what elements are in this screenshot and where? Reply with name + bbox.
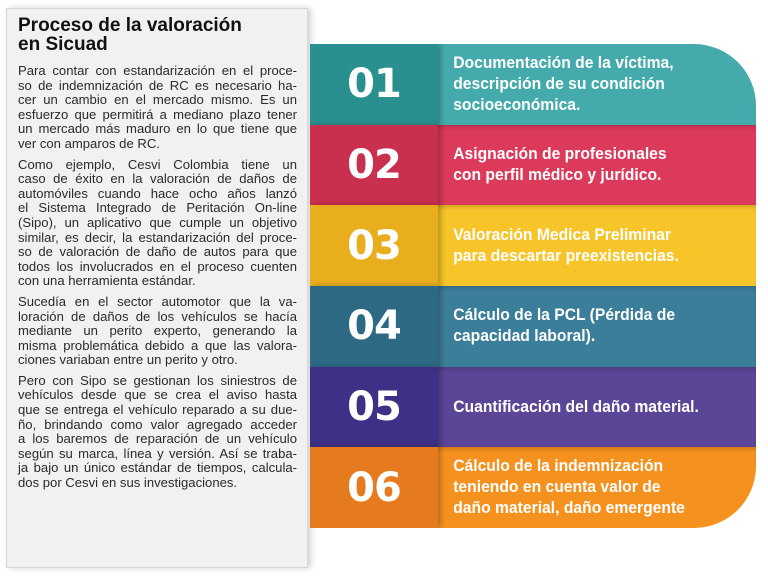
title-line: Proceso de la valoración bbox=[18, 15, 242, 36]
step-number: 02 bbox=[310, 125, 438, 206]
step-text-line: Cuantificación del daño material. bbox=[453, 397, 699, 416]
paragraph-line: dos por Cesvi en sus investigaciones. bbox=[18, 475, 238, 491]
paragraph-line: Como ejemplo, Cesvi Colombia tiene un bbox=[18, 156, 297, 172]
step-description bbox=[438, 205, 740, 286]
step-text-line: para descartar preexistencias. bbox=[453, 246, 679, 265]
step-text-line: Documentación de la víctima, bbox=[453, 53, 674, 72]
step-description bbox=[438, 44, 740, 125]
step-number: 03 bbox=[310, 205, 438, 286]
paragraph-line: a los baremos de reparación de un vehículo bbox=[18, 431, 297, 447]
article-paragraph bbox=[18, 295, 297, 368]
paragraph-line: Pero con Sipo se gestionan los siniestros de bbox=[18, 372, 297, 388]
step-description bbox=[438, 447, 740, 528]
step-06 bbox=[310, 447, 756, 528]
paragraph-line: Sucedía en el sector automotor que la va- bbox=[18, 293, 297, 309]
article-body bbox=[18, 64, 297, 491]
article-panel bbox=[6, 8, 308, 568]
paragraph-line: so de valoración de daño de autos para que bbox=[18, 244, 297, 260]
step-04 bbox=[310, 286, 756, 367]
paragraph-line: ciones variaban entre un perito y otro. bbox=[18, 352, 238, 368]
paragraph-line: ver con amparos de RC. bbox=[18, 135, 160, 151]
step-03 bbox=[310, 205, 756, 286]
paragraph-line: similar, es decir, la estandarización del proce- bbox=[18, 229, 297, 245]
paragraph-line: loración de daños de los vehículos se hacía bbox=[18, 308, 297, 324]
step-text-line: Valoración Medica Preliminar bbox=[453, 225, 672, 244]
paragraph-line: ño, brindando como valor agregado acceder bbox=[18, 416, 297, 432]
step-number: 04 bbox=[310, 286, 438, 367]
paragraph-line: todos los involucrados en el proceso cuenten bbox=[18, 258, 297, 274]
step-number: 01 bbox=[310, 44, 438, 125]
step-05 bbox=[310, 367, 756, 448]
step-text-line: socioeconómica. bbox=[453, 95, 581, 114]
step-02 bbox=[310, 125, 756, 206]
paragraph-line: Para contar con estandarización en el proce- bbox=[18, 63, 297, 78]
step-text-line: Cálculo de la PCL (Pérdida de bbox=[453, 306, 676, 325]
paragraph-line: que se entrega el vehículo reparado a su due- bbox=[18, 402, 297, 418]
title-line: en Sicuad bbox=[18, 34, 108, 55]
step-text-line: teniendo en cuenta valor de bbox=[453, 478, 661, 497]
paragraph-line: con una herramienta estándar. bbox=[18, 273, 196, 289]
paragraph-line: (Sipo), un aplicativo que cumple un objetivo bbox=[18, 214, 297, 230]
article-paragraph bbox=[18, 374, 297, 491]
step-number: 05 bbox=[310, 367, 438, 448]
article-paragraph bbox=[18, 158, 297, 289]
step-text-line: con perfil médico y jurídico. bbox=[453, 166, 662, 185]
article-paragraph bbox=[18, 64, 297, 152]
paragraph-line: so de indemnización de RC es necesario ha- bbox=[18, 77, 297, 93]
paragraph-line: misma problemática debido a que las valora- bbox=[18, 337, 297, 353]
step-text-line: Cálculo de la indemnización bbox=[453, 457, 664, 476]
paragraph-line: caso de éxito en la valoración de daños de bbox=[18, 171, 297, 187]
paragraph-line: según su marca, línea y versión. Así se traba- bbox=[18, 445, 297, 461]
paragraph-line: cer un cambio en el mercado mismo. Es un bbox=[18, 92, 297, 108]
paragraph-line: el Sistema Integrado de Peritación On-line bbox=[18, 200, 297, 216]
step-description bbox=[438, 125, 740, 206]
paragraph-line: mediante un perito experto, generando la bbox=[18, 323, 297, 339]
paragraph-line: automóviles cuando hace ocho años lanzó bbox=[18, 185, 297, 201]
paragraph-line: un mercado más maduro en lo que tiene que bbox=[18, 121, 297, 137]
article-title bbox=[18, 16, 297, 54]
step-text-line: Asignación de profesionales bbox=[453, 145, 667, 164]
step-text-line: capacidad laboral). bbox=[453, 327, 596, 346]
paragraph-line: ja bajo un único estándar de tiempos, calcula- bbox=[18, 460, 297, 476]
step-01 bbox=[310, 44, 756, 125]
step-text-line: descripción de su condición bbox=[453, 74, 665, 93]
process-steps bbox=[310, 44, 756, 528]
step-description bbox=[438, 367, 740, 448]
paragraph-line: vehículos desde que se crea el aviso hasta bbox=[18, 387, 297, 403]
step-description bbox=[438, 286, 740, 367]
step-number: 06 bbox=[310, 447, 438, 528]
paragraph-line: esfuerzo que permitirá a mediano plazo tener bbox=[18, 106, 297, 122]
step-text-line: daño material, daño emergente bbox=[453, 499, 685, 518]
